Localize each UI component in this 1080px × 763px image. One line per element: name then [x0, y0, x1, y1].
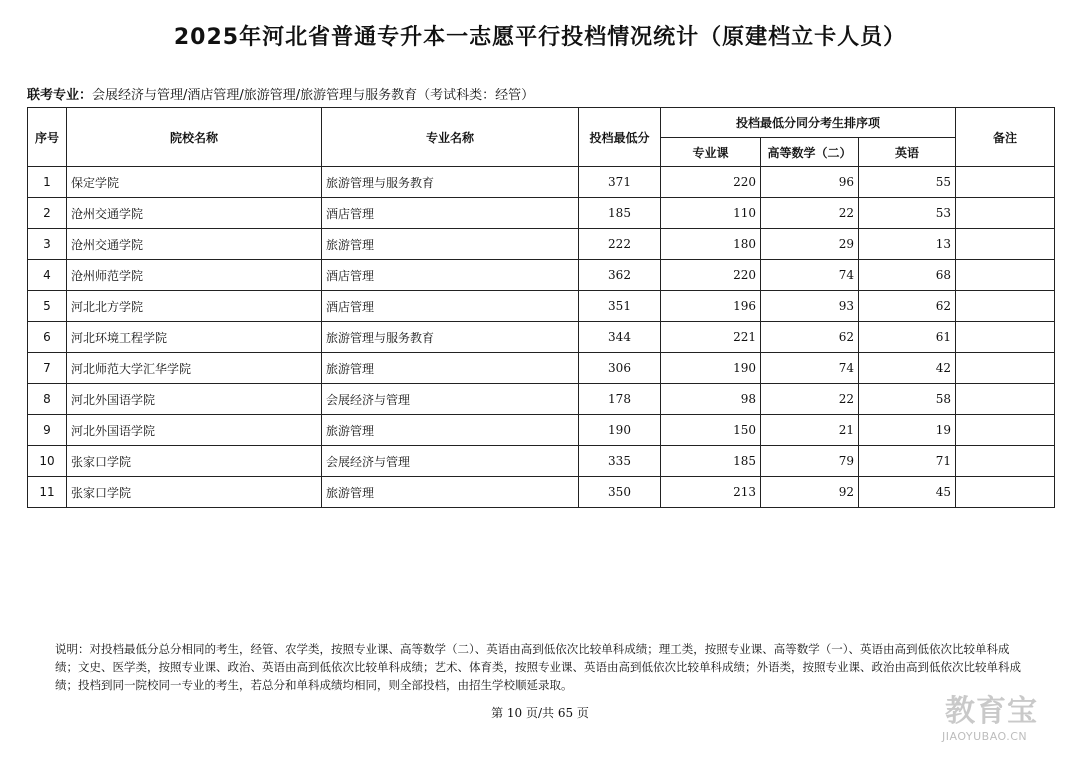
- cell-english: 19: [859, 415, 956, 446]
- cell-english: 61: [859, 322, 956, 353]
- cell-english: 58: [859, 384, 956, 415]
- header-major-course: 专业课: [661, 138, 761, 167]
- header-advanced-math: 高等数学（二）: [761, 138, 859, 167]
- cell-major: 旅游管理: [322, 477, 579, 508]
- cell-min-score: 362: [579, 260, 661, 291]
- cell-major-course: 180: [661, 229, 761, 260]
- header-school: 院校名称: [67, 108, 322, 167]
- cell-major-course: 221: [661, 322, 761, 353]
- cell-major-course: 220: [661, 260, 761, 291]
- cell-min-score: 185: [579, 198, 661, 229]
- cell-remark: [956, 322, 1055, 353]
- watermark-url: JIAOYUBAO.CN: [942, 730, 1028, 743]
- cell-english: 42: [859, 353, 956, 384]
- header-tiebreak-group: 投档最低分同分考生排序项: [661, 108, 956, 138]
- cell-english: 53: [859, 198, 956, 229]
- cell-index: 4: [28, 260, 67, 291]
- cell-school: 张家口学院: [67, 446, 322, 477]
- table-row: [28, 446, 1055, 477]
- cell-english: 13: [859, 229, 956, 260]
- cell-remark: [956, 291, 1055, 322]
- header-index: 序号: [28, 108, 67, 167]
- cell-advanced-math: 96: [761, 167, 859, 198]
- cell-remark: [956, 198, 1055, 229]
- table-row: [28, 198, 1055, 229]
- cell-min-score: 222: [579, 229, 661, 260]
- cell-school: 河北环境工程学院: [67, 322, 322, 353]
- cell-english: 55: [859, 167, 956, 198]
- header-major: 专业名称: [322, 108, 579, 167]
- cell-major-course: 110: [661, 198, 761, 229]
- cell-major: 旅游管理与服务教育: [322, 167, 579, 198]
- cell-major: 旅游管理: [322, 415, 579, 446]
- cell-school: 沧州师范学院: [67, 260, 322, 291]
- cell-school: 河北外国语学院: [67, 384, 322, 415]
- cell-school: 沧州交通学院: [67, 198, 322, 229]
- cell-school: 保定学院: [67, 167, 322, 198]
- cell-advanced-math: 92: [761, 477, 859, 508]
- cell-school: 张家口学院: [67, 477, 322, 508]
- cell-remark: [956, 353, 1055, 384]
- cell-school: 河北外国语学院: [67, 415, 322, 446]
- cell-advanced-math: 22: [761, 384, 859, 415]
- cell-english: 71: [859, 446, 956, 477]
- exam-major-label: 联考专业：: [27, 88, 93, 103]
- cell-index: 3: [28, 229, 67, 260]
- cell-major: 酒店管理: [322, 198, 579, 229]
- cell-major-course: 190: [661, 353, 761, 384]
- exam-major-line: [27, 84, 534, 103]
- cell-major-course: 196: [661, 291, 761, 322]
- cell-english: 62: [859, 291, 956, 322]
- cell-english: 45: [859, 477, 956, 508]
- cell-major: 会展经济与管理: [322, 384, 579, 415]
- table-row: [28, 229, 1055, 260]
- cell-major-course: 220: [661, 167, 761, 198]
- cell-major-course: 98: [661, 384, 761, 415]
- explanation-note: 说明：对投档最低分总分相同的考生，经管、农学类，按照专业课、高等数学（二）、英语由高到低依次比较单科成绩；理工类，按照专业课、高等数学（一）、英语由高到低依次比较单科成绩；文史、医学类，按照专业课、政治、英语由高到低依次比较单科成绩；艺术、体育类，按照专业课、英语由高到低依次比较单科成绩；外语类，按照专业课、政治由高到低依次比较单科成绩；投档到同一院校同一专业的考生，若总分和单科成绩均相同，则全部投档，由招生学校顺延录取。: [55, 642, 1021, 692]
- cell-school: 河北师范大学汇华学院: [67, 353, 322, 384]
- table-row: [28, 353, 1055, 384]
- cell-advanced-math: 62: [761, 322, 859, 353]
- exam-major-value: 会展经济与管理/酒店管理/旅游管理/旅游管理与服务教育（考试科类：经管）: [92, 88, 535, 103]
- table-row: [28, 477, 1055, 508]
- cell-major: 酒店管理: [322, 260, 579, 291]
- cell-index: 6: [28, 322, 67, 353]
- cell-index: 11: [28, 477, 67, 508]
- cell-index: 10: [28, 446, 67, 477]
- cell-advanced-math: 22: [761, 198, 859, 229]
- table-body: [28, 167, 1055, 508]
- cell-index: 8: [28, 384, 67, 415]
- page-title: 2025年河北省普通专升本一志愿平行投档情况统计（原建档立卡人员）: [173, 25, 907, 50]
- cell-remark: [956, 477, 1055, 508]
- cell-min-score: 306: [579, 353, 661, 384]
- table-row: [28, 260, 1055, 291]
- cell-major: 酒店管理: [322, 291, 579, 322]
- cell-index: 7: [28, 353, 67, 384]
- cell-index: 2: [28, 198, 67, 229]
- cell-advanced-math: 74: [761, 260, 859, 291]
- cell-advanced-math: 74: [761, 353, 859, 384]
- table-row: [28, 322, 1055, 353]
- cell-min-score: 371: [579, 167, 661, 198]
- cell-min-score: 344: [579, 322, 661, 353]
- cell-index: 9: [28, 415, 67, 446]
- cell-major-course: 150: [661, 415, 761, 446]
- cell-major: 旅游管理: [322, 353, 579, 384]
- cell-min-score: 178: [579, 384, 661, 415]
- cell-major-course: 185: [661, 446, 761, 477]
- cell-min-score: 335: [579, 446, 661, 477]
- admission-table: [27, 107, 1055, 508]
- cell-remark: [956, 415, 1055, 446]
- header-english: 英语: [859, 138, 956, 167]
- table-row: [28, 384, 1055, 415]
- cell-advanced-math: 29: [761, 229, 859, 260]
- cell-school: 河北北方学院: [67, 291, 322, 322]
- table-row: [28, 291, 1055, 322]
- cell-remark: [956, 167, 1055, 198]
- page-number: 第 10 页/共 65 页: [491, 706, 589, 720]
- cell-english: 68: [859, 260, 956, 291]
- cell-index: 1: [28, 167, 67, 198]
- cell-major: 旅游管理: [322, 229, 579, 260]
- table-row: [28, 415, 1055, 446]
- cell-remark: [956, 260, 1055, 291]
- cell-school: 沧州交通学院: [67, 229, 322, 260]
- cell-advanced-math: 21: [761, 415, 859, 446]
- cell-remark: [956, 229, 1055, 260]
- cell-min-score: 351: [579, 291, 661, 322]
- cell-min-score: 190: [579, 415, 661, 446]
- header-min-score: 投档最低分: [579, 108, 661, 167]
- cell-advanced-math: 79: [761, 446, 859, 477]
- cell-major-course: 213: [661, 477, 761, 508]
- cell-min-score: 350: [579, 477, 661, 508]
- cell-index: 5: [28, 291, 67, 322]
- table-row: [28, 167, 1055, 198]
- cell-remark: [956, 446, 1055, 477]
- cell-advanced-math: 93: [761, 291, 859, 322]
- header-remark: 备注: [956, 108, 1055, 167]
- watermark-logo: 教育宝: [945, 694, 1038, 729]
- cell-major: 会展经济与管理: [322, 446, 579, 477]
- cell-major: 旅游管理与服务教育: [322, 322, 579, 353]
- cell-remark: [956, 384, 1055, 415]
